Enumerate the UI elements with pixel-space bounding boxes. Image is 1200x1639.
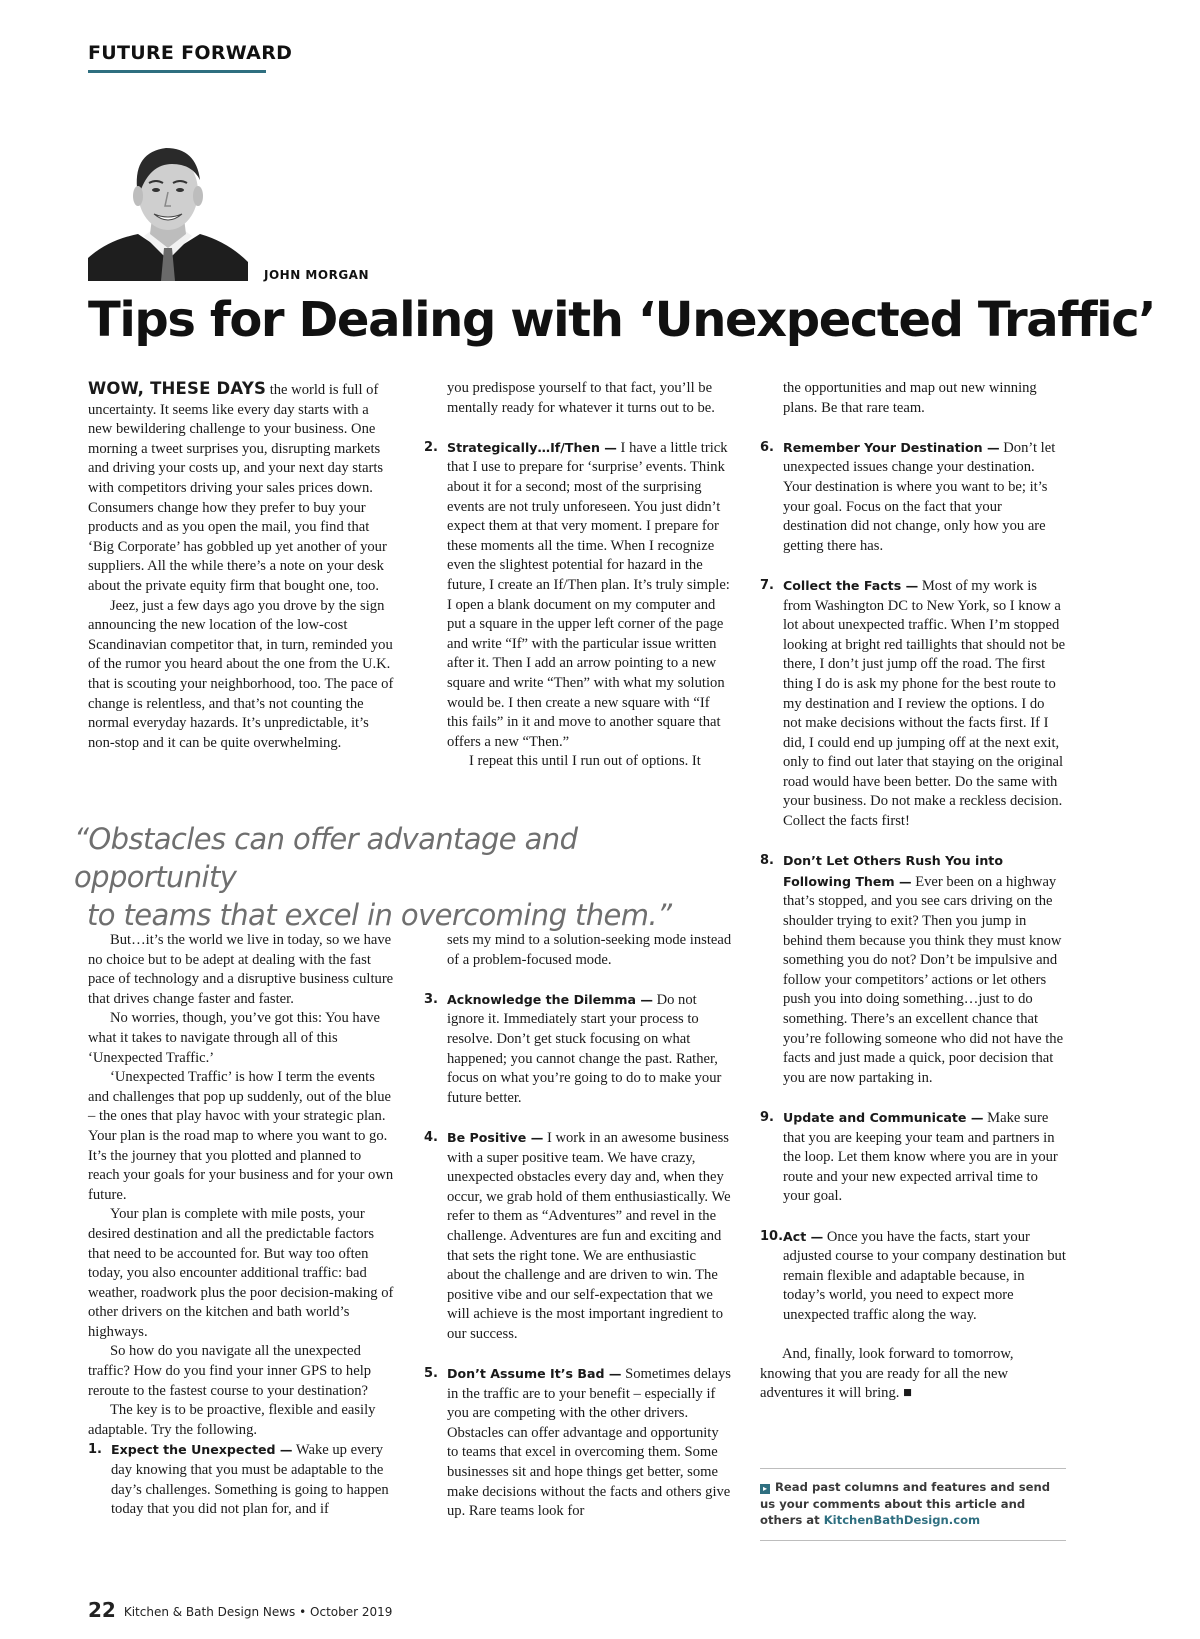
tip-9: 9. Update and Communicate — Make sure that you are keeping your team and partners in the loop. Let them know where you are in your route and your new expected arrival time to your goal. (760, 1109, 1058, 1205)
column-1-bottom (88, 931, 396, 1520)
tip-number: 4. (424, 1129, 438, 1145)
tip-number: 3. (424, 991, 438, 1007)
column-2-top (424, 379, 732, 772)
headline: Tips for Dealing with ‘Unexpected Traffic’ (88, 292, 1156, 348)
body-paragraph-7: So how do you navigate all the unexpected traffic? How do you find your inner GPS to help reroute to the fastest course to your destination? (88, 1343, 372, 1399)
tip-title: Don’t Assume It’s Bad — (447, 1366, 622, 1382)
pull-quote: “Obstacles can offer advantage and opportunity to teams that excel in overcoming them.” (74, 822, 672, 932)
tip-5-continued: the opportunities and map out new winning plans. Be that rare team. (783, 380, 1037, 416)
closing-paragraph: And, finally, look forward to tomorrow, knowing that you are ready for all the new adventures it will bring. ■ (760, 1346, 1014, 1402)
section-rule (88, 70, 266, 73)
tip-title: Act — (783, 1228, 824, 1244)
intro-paragraph-1: WOW, THESE DAYS the world is full of uncertainty. It seems like every day starts with a new bewildering challenge to your business. One morning a tweet surprises you, disrupting markets and driving your costs up, and your next day starts with competitors driving your sales prices down. Consumers change how they prefer to buy your products and as you open the mail, you find that ‘Big Corporate’ has gobbled up yet another of your suppliers. All the while there’s a note on your desk about the private equity firm that bought one, too. (88, 379, 387, 594)
website-link[interactable]: KitchenBathDesign.com (823, 1513, 981, 1527)
body-paragraph-8: The key is to be proactive, flexible and easily adaptable. Try the following. (88, 1402, 376, 1438)
tip-2-paragraph-2: I repeat this until I run out of options. It (469, 753, 701, 770)
column-1-top (88, 379, 396, 753)
tip-title: Acknowledge the Dilemma — (447, 991, 653, 1007)
body-paragraph-4: No worries, though, you’ve got this: You have what it takes to navigate through all of this ‘Unexpected Traffic.’ (88, 1010, 380, 1066)
section-label: FUTURE FORWARD (88, 42, 293, 64)
column-2-bottom (424, 931, 732, 1522)
tip-8: 8. Don’t Let Others Rush You into Following Them — Ever been on a highway that’s stopped, and you see cars driving on the shoulder trying to exit? Then you jump in behind them because you think they must know something you do not? Don’t be impulsive and follow your competitors’ actions or let others push you into doing something…just to do something. There’s an excellent chance that you’re following someone who did not have the facts and just made a quick, poor decision that you are now partaking in. (760, 853, 1064, 1086)
cta-box (760, 1468, 1066, 1541)
tip-number: 5. (424, 1366, 438, 1382)
tip-7: 7. Collect the Facts — Most of my work is from Washington DC to New York, so I know a lot about unexpected traffic. When I’m stopped looking at bright red taillights that should not be there, I don’t just jump off the road. The first thing I do is ask my phone for the best route to my destination and I review the options. I do not make decisions without the facts first. If I did, I could end up jumping off at the next exit, only to find out later that staying on the original road would have been better. Do the same with your business. Do not make a reckless decision. Collect the facts first! (760, 577, 1066, 830)
tip-2-continued: sets my mind to a solution-seeking mode instead of a problem-focused mode. (447, 932, 732, 968)
author-name: JOHN MORGAN (264, 268, 369, 282)
tip-number: 6. (760, 439, 774, 455)
tip-number: 8. (760, 853, 774, 869)
tip-title: Strategically…If/Then — (447, 439, 617, 455)
tip-1: 1. Expect the Unexpected — Wake up every day knowing that you must be adaptable to the day’s challenges. Something is going to happen today that you did not plan for, and if (88, 1442, 389, 1518)
column-3 (760, 379, 1066, 1404)
body-paragraph-5: ‘Unexpected Traffic’ is how I term the events and challenges that pop up suddenly, out of the blue – the ones that play havoc with your strategic plan. Your plan is the road map to where you want to go. It’s the journey that you plotted and planned to reach your goals for your business and for your own future. (88, 1069, 394, 1203)
tip-2: 2. Strategically…If/Then — I have a little trick that I use to prepare for ‘surprise’ events. Think about it for a second; most of the surprising events are not truly unforeseen. You just didn’t expect them at that very moment. I prepare for these moments all the time. When I recognize even the slightest potential for hazard in the future, I create an If/Then plan. It’s truly simple: I open a blank document on my computer and put a square in the upper left corner of the page and write “If” with the particular issue written after it. Then I add an arrow pointing to a new square and write “Then” with what my solution would be. I then create a new square with “If this fails” in it and move to another square that offers a new “Then.” I repeat this until I run out of options. It (424, 438, 732, 772)
tip-number: 10. (760, 1228, 784, 1244)
tip-4: 4. Be Positive — I work in an awesome business with a super positive team. We have crazy, unexpected obstacles every day and, when they occur, we grab hold of them enthusiastically. We refer to them as “Adventures” and revel in the challenge. Adventures are fun and exciting and that sets the right tone. We are enthusiastic about the challenge and are driven to win. The positive vibe and our self-expectation that we will achieve is the most important ingredient to our success. (424, 1129, 731, 1342)
lead-in: WOW, THESE DAYS (88, 379, 267, 398)
tip-title: Collect the Facts — (783, 577, 919, 593)
page-number: 22 (88, 1598, 116, 1622)
tip-number: 9. (760, 1109, 774, 1125)
author-photo (88, 130, 248, 281)
intro-paragraph-2: Jeez, just a few days ago you drove by the sign announcing the new location of the low-cost Scandinavian competitor that, in turn, reminded you of the rumor you heard about the one from the U.K. that is scouting your neighborhood, too. The pace of change is relentless, and that’s not counting the normal everyday hazards. It’s unpredictable, it’s non-stop and it can be quite overwhelming. (88, 597, 394, 751)
tip-title: Don’t Let Others Rush You into Following Them — (783, 853, 1003, 889)
cta-text: Read past columns and features and send us your comments about this article and others at (760, 1480, 1051, 1527)
publication-info: Kitchen & Bath Design News • October 2019 (123, 1605, 393, 1619)
tip-title: Be Positive — (447, 1129, 544, 1145)
tip-title: Expect the Unexpected — (111, 1442, 293, 1458)
page-footer (88, 1598, 392, 1622)
tip-number: 2. (424, 439, 438, 455)
tip-1-continued: you predispose yourself to that fact, you’ll be mentally ready for whatever it turns out to be. (447, 380, 715, 416)
tip-number: 1. (88, 1442, 102, 1458)
body-paragraph-3: But…it’s the world we live in today, so we have no choice but to be adept at dealing with the fast pace of technology and a disruptive business culture that drives change faster and faster. (88, 932, 394, 1007)
tip-10: 10. Act — Once you have the facts, start your adjusted course to your company destination but remain flexible and adaptable because, in today’s world, you need to expect more unexpected traffic along the way. (760, 1228, 1066, 1323)
tip-5: 5. Don’t Assume It’s Bad — Sometimes delays in the traffic are to your benefit – especially if you are competing with the other drivers. Obstacles can offer advantage and opportunity to teams that excel in overcoming them. Some businesses sit and hope things get better, some make decisions without the facts and others give up. Rare teams look for (424, 1366, 731, 1520)
arrow-icon: ▸ (760, 1484, 770, 1494)
tip-6: 6. Remember Your Destination — Don’t let unexpected issues change your destination. Your destination is where you want to be; it’s your goal. Focus on the fact that your destination did not change, only how you are getting there has. (760, 439, 1056, 554)
tip-3: 3. Acknowledge the Dilemma — Do not ignore it. Immediately start your process to resolve. Don’t get stuck focusing on what happened; you cannot change the past. Rather, focus on what you’re going to do to make your future better. (424, 991, 722, 1106)
tip-title: Update and Communicate — (783, 1109, 984, 1125)
tip-number: 7. (760, 577, 774, 593)
tip-title: Remember Your Destination — (783, 439, 1000, 455)
body-paragraph-6: Your plan is complete with mile posts, your desired destination and all the predictable factors that need to be accounted for. But way too often today, you also encounter additional traffic: bad weather, roadwork plus the poor decision-making of other drivers on the kitchen and bath world’s highways. (88, 1206, 394, 1340)
